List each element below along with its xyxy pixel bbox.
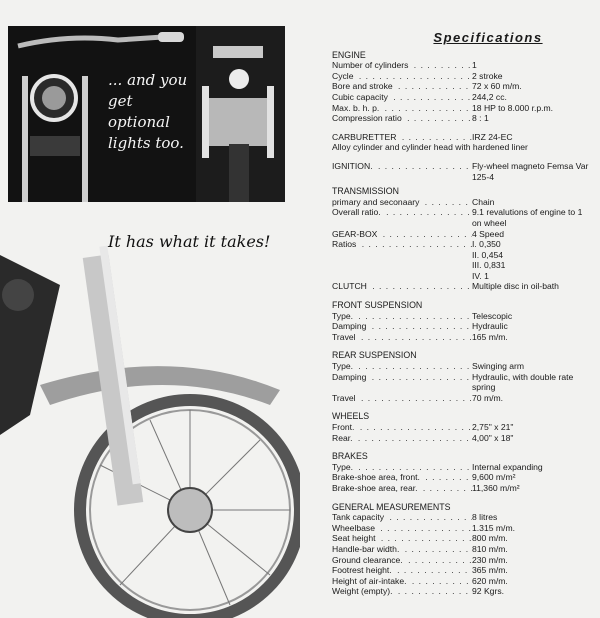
general-row: Footrest height. . . . 365 m/m. (332, 565, 594, 576)
gearbox-row: GEAR-BOX . . . 4 Speed (332, 229, 594, 240)
front-suspension-row: Travel . . . 165 m/m. (332, 332, 594, 343)
brakes-row: Brake-shoe area, front. . . . 9,600 m/m² (332, 472, 594, 483)
general-row: Weight (empty). . . . 92 Kgrs. (332, 586, 594, 597)
specs-title: Specifications (433, 30, 543, 45)
front-suspension-row: Damping . . . Hydraulic (332, 321, 594, 332)
engine-row: Cubic capacity . . . 244,2 cc. (332, 92, 594, 103)
wheels-heading: WHEELS (332, 411, 370, 422)
engine-row: Compression ratio . . . 8 : 1 (332, 113, 594, 124)
front-wheel-photo (0, 215, 300, 618)
front-suspension-heading: FRONT SUSPENSION (332, 300, 423, 311)
front-suspension-row: Type. . . . Telescopic (332, 311, 594, 322)
brakes-row: Brake-shoe area, rear. . . . 11,360 m/m² (332, 483, 594, 494)
wheels-row: Rear. . . . 4,00" x 18" (332, 433, 594, 444)
general-row: Tank capacity . . . 8 litres (332, 512, 594, 523)
rear-suspension-row: Type. . . . Swinging arm (332, 361, 594, 372)
general-row: Seat height . . . 800 m/m. (332, 533, 594, 544)
engine-row: Number of cylinders . . . 1 (332, 60, 594, 71)
general-row: Handle-bar width. . . . 810 m/m. (332, 544, 594, 555)
general-row: Height of air-intake. . . . 620 m/m. (332, 576, 594, 587)
transmission-row: primary and seconaary . . . Chain (332, 197, 594, 208)
brakes-heading: BRAKES (332, 451, 368, 462)
engine-row: Bore and stroke . . . 72 x 60 m/m. (332, 81, 594, 92)
transmission-row: Overall ratio. . . . 9.1 revalutions of engine to 1 on wheel (332, 207, 594, 228)
general-row: Wheelbase . . . 1.315 m/m. (332, 523, 594, 534)
ratios-row: Ratios . . . I. 0,350 II. 0,454 III. 0,831 IV. 1 (332, 239, 594, 281)
engine-row: Max. b. h. p. . . . 18 HP to 8.000 r.p.m. (332, 103, 594, 114)
tagline: It has what it takes! (108, 232, 271, 251)
engine-heading: ENGINE (332, 49, 366, 60)
ignition-row: IGNITION. . . . Fly-wheel magneto Femsa Var 125-4 (332, 161, 594, 182)
wheels-row: Front. . . . 2,75" x 21" (332, 422, 594, 433)
specifications-table (332, 30, 594, 597)
rear-suspension-row: Damping . . . Hydraulic, with double rate spring (332, 372, 594, 393)
carburetter-row: CARBURETTER . . . IRZ 24-EC (332, 132, 594, 143)
general-row: Ground clearance. . . . 230 m/m. (332, 555, 594, 566)
brakes-row: Type. . . . Internal expanding (332, 462, 594, 473)
engine-row: Cycle . . . 2 stroke (332, 71, 594, 82)
clutch-row: CLUTCH . . . Multiple disc in oil-bath (332, 281, 594, 292)
lights-caption: ... and you get optional lights too. (108, 71, 188, 152)
general-measurements-heading: GENERAL MEASUREMENTS (332, 501, 451, 512)
rear-suspension-heading: REAR SUSPENSION (332, 350, 417, 361)
cylinder-note: Alloy cylinder and cylinder head with hardened liner (332, 142, 528, 153)
rear-suspension-row: Travel . . . 70 m/m. (332, 393, 594, 404)
transmission-heading: TRANSMISSION (332, 186, 399, 197)
